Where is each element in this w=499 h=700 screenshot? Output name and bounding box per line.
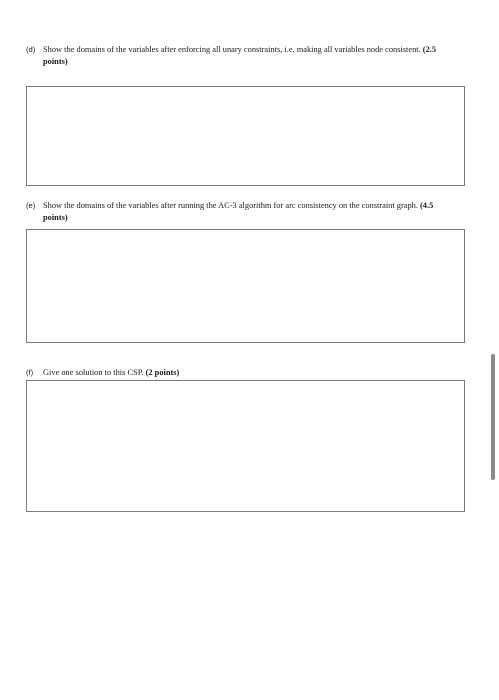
question-label: (f) bbox=[26, 368, 34, 377]
vertical-scrollbar[interactable] bbox=[491, 354, 495, 480]
answer-box-d[interactable] bbox=[26, 86, 465, 186]
question-f bbox=[26, 367, 446, 379]
points-label: (4.5 points) bbox=[43, 201, 434, 222]
question-text bbox=[43, 200, 446, 223]
points-label: (2.5 points) bbox=[43, 45, 437, 66]
question-prompt: Show the domains of the variables after enforcing all unary constraints, i.e. making all variables node consistent. bbox=[43, 45, 423, 54]
question-prompt: Give one solution to this CSP. bbox=[43, 368, 146, 377]
question-d bbox=[26, 44, 446, 67]
answer-box-f[interactable] bbox=[26, 380, 465, 512]
answer-box-e[interactable] bbox=[26, 229, 465, 343]
question-label: (e) bbox=[26, 201, 36, 210]
question-label: (d) bbox=[26, 45, 36, 54]
question-e bbox=[26, 200, 446, 223]
question-text bbox=[43, 367, 446, 379]
points-label: (2 points) bbox=[145, 368, 180, 377]
question-text bbox=[43, 44, 446, 67]
question-prompt: Show the domains of the variables after running the AC-3 algorithm for arc consistency on the constraint graph. bbox=[43, 201, 421, 210]
